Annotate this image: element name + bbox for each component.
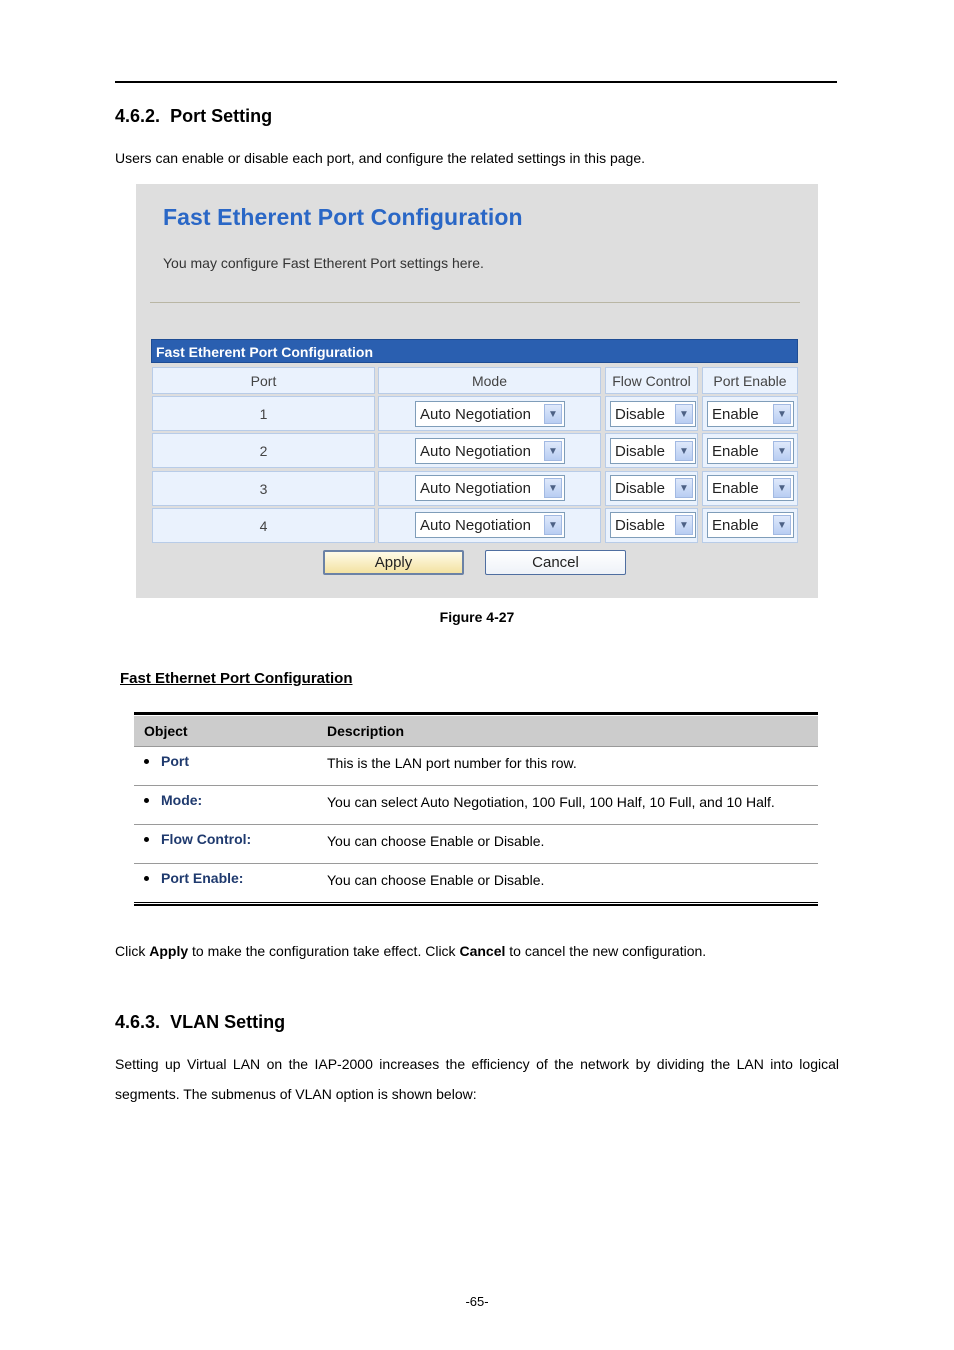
row-object: [144, 870, 243, 886]
chevron-down-icon: ▼: [773, 404, 791, 424]
mode-select-value: Auto Negotiation: [420, 516, 531, 534]
row-description: You can choose Enable or Disable.: [327, 872, 545, 888]
row-object-label: Flow Control:: [161, 831, 252, 847]
flow-control-select-value: Disable: [615, 442, 666, 460]
mode-select-value: Auto Negotiation: [420, 442, 531, 460]
config-table-title: Fast Etherent Port Configuration: [151, 339, 798, 363]
figure-caption: Figure 4-27: [439, 609, 515, 625]
intro-paragraph: Users can enable or disable each port, and configure the related settings in this page.: [115, 150, 645, 166]
chevron-down-icon: ▼: [544, 478, 562, 498]
table-row: [134, 747, 818, 786]
table-row: [134, 864, 818, 903]
flow-control-select[interactable]: [610, 512, 696, 538]
header-object: Object: [144, 723, 188, 739]
table-header-row: [134, 715, 818, 747]
flow-control-select[interactable]: [610, 401, 696, 427]
bullet-icon: [144, 759, 149, 764]
row-description: You can select Auto Negotiation, 100 Full, 100 Half, 10 Full, and 10 Half.: [327, 794, 775, 810]
port-enable-select[interactable]: [707, 401, 794, 427]
row-object: [144, 831, 251, 847]
chevron-down-icon: ▼: [544, 515, 562, 535]
port-config-screenshot: [136, 184, 818, 598]
mode-select[interactable]: [415, 475, 565, 501]
chevron-down-icon: ▼: [773, 478, 791, 498]
port-enable-select-value: Enable: [712, 405, 759, 423]
header-description: Description: [327, 723, 405, 739]
chevron-down-icon: ▼: [675, 478, 693, 498]
config-section-heading: Fast Ethernet Port Configuration: [120, 670, 353, 687]
table-bottom-rule: [134, 902, 818, 906]
flow-control-select-value: Disable: [615, 405, 666, 423]
row-object-label: Port Enable:: [161, 870, 244, 886]
table-row: [134, 786, 818, 825]
chevron-down-icon: ▼: [675, 404, 693, 424]
row-description: You can choose Enable or Disable.: [327, 833, 545, 849]
screenshot-subtitle: You may configure Fast Etherent Port settings here.: [163, 255, 484, 271]
mode-select-value: Auto Negotiation: [420, 479, 531, 497]
port-enable-select-value: Enable: [712, 442, 759, 460]
vlan-paragraph: Setting up Virtual LAN on the IAP-2000 increases the efficiency of the network by dividing the LAN into logical segments. The submenus of VLAN option is shown below:: [115, 1056, 839, 1102]
chevron-down-icon: ▼: [773, 441, 791, 461]
flow-control-select[interactable]: [610, 475, 696, 501]
col-header-mode: Mode: [378, 367, 601, 394]
port-enable-select-value: Enable: [712, 516, 759, 534]
row-object: [144, 753, 189, 769]
port-cell: 1: [152, 396, 375, 431]
chevron-down-icon: ▼: [773, 515, 791, 535]
chevron-down-icon: ▼: [544, 441, 562, 461]
bullet-icon: [144, 798, 149, 803]
flow-control-select-value: Disable: [615, 516, 666, 534]
mode-select[interactable]: [415, 401, 565, 427]
port-enable-select[interactable]: [707, 512, 794, 538]
row-description: This is the LAN port number for this row.: [327, 755, 577, 771]
port-cell: 3: [152, 471, 375, 506]
apply-button[interactable]: Apply: [323, 550, 464, 575]
row-object-label: Mode:: [161, 792, 203, 808]
flow-control-select[interactable]: [610, 438, 696, 464]
port-enable-select[interactable]: [707, 438, 794, 464]
bullet-icon: [144, 876, 149, 881]
bullet-icon: [144, 837, 149, 842]
chevron-down-icon: ▼: [675, 515, 693, 535]
col-header-port: Port: [152, 367, 375, 394]
cancel-button[interactable]: Cancel: [485, 550, 626, 575]
table-row: [134, 825, 818, 864]
col-header-port-enable: Port Enable: [702, 367, 798, 394]
description-table: [134, 712, 818, 903]
mode-select[interactable]: [415, 512, 565, 538]
col-header-flow-control: Flow Control: [605, 367, 698, 394]
chevron-down-icon: ▼: [544, 404, 562, 424]
mode-select-value: Auto Negotiation: [420, 405, 531, 423]
page-number: -65-: [465, 1294, 489, 1309]
screenshot-divider: [150, 302, 800, 303]
row-object: [144, 792, 202, 808]
flow-control-select-value: Disable: [615, 479, 666, 497]
section-heading-port-setting: 4.6.2. Port Setting: [115, 106, 273, 126]
port-cell: 4: [152, 508, 375, 543]
apply-note-paragraph: Click Apply to make the configuration take effect. Click Cancel to cancel the new configuration.: [115, 943, 707, 959]
section-heading-vlan-setting: 4.6.3. VLAN Setting: [115, 1012, 286, 1032]
port-cell: 2: [152, 433, 375, 468]
mode-select[interactable]: [415, 438, 565, 464]
row-object-label: Port: [161, 753, 189, 769]
port-enable-select[interactable]: [707, 475, 794, 501]
chevron-down-icon: ▼: [675, 441, 693, 461]
screenshot-title: Fast Etherent Port Configuration: [163, 204, 523, 230]
top-rule: [115, 81, 837, 83]
port-enable-select-value: Enable: [712, 479, 759, 497]
